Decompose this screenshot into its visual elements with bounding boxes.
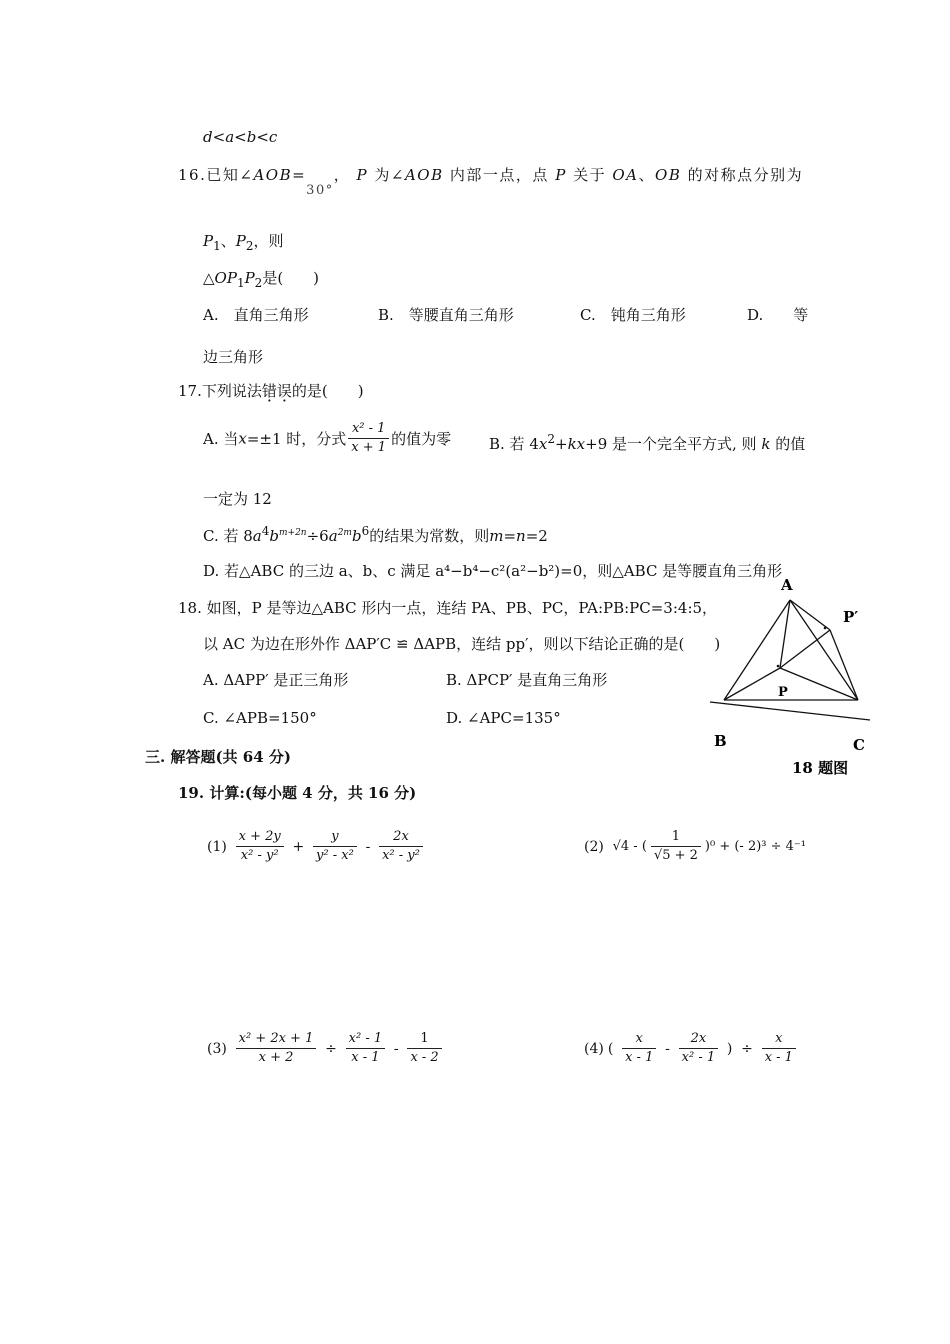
- text: 的结果为常数，则: [369, 527, 490, 545]
- q18-stem-line2: 以 AC 为边在形外作 ΔAP′C ≌ ΔAPB，连结 pp′，则以下结论正确的是( ): [203, 635, 721, 653]
- subscript: 1: [236, 276, 245, 290]
- denominator: x - 1: [764, 1050, 793, 1065]
- fraction: [348, 420, 389, 457]
- q17-option-b-cont: 一定为 12: [203, 490, 272, 508]
- text: OP: [214, 269, 237, 287]
- angle-name: AOB: [253, 166, 293, 184]
- paren: (: [607, 1040, 614, 1057]
- q19-problem-2: [582, 828, 808, 865]
- var-b: b: [351, 527, 362, 545]
- q19-problem-1: [205, 828, 425, 865]
- numerator: x + 2y: [236, 828, 284, 847]
- fraction: [762, 1030, 796, 1067]
- operator: ÷: [741, 1040, 753, 1057]
- subscript: 1: [213, 239, 221, 253]
- point-p: P: [555, 166, 567, 184]
- point-p1: P: [203, 232, 214, 250]
- operator: -: [393, 1040, 399, 1057]
- numerator: 2x: [679, 1030, 718, 1049]
- problem-label: (3): [207, 1040, 227, 1057]
- text: 的对称点分别为: [687, 166, 804, 184]
- numerator: y: [313, 828, 357, 847]
- var-k: k: [761, 435, 771, 453]
- text: ，则: [253, 232, 284, 250]
- operator: -: [365, 838, 371, 855]
- point-p-dot: [777, 665, 780, 668]
- text: +9 是一个完全平方式, 则: [585, 435, 757, 453]
- text: 、: [220, 232, 236, 250]
- denominator: x² - 1: [681, 1050, 716, 1065]
- q16-option-a: A. 直角三角形: [203, 306, 309, 324]
- text: 的值: [775, 435, 806, 453]
- triangle-symbol: △: [203, 269, 215, 287]
- text: P: [244, 269, 255, 287]
- denominator: √5 + 2: [653, 848, 698, 863]
- expression: )⁰ + (- 2)³ ÷ 4⁻¹: [704, 839, 806, 854]
- q16-option-d-tail: 边三角形: [203, 348, 264, 366]
- denominator: x + 1: [351, 440, 387, 455]
- q17-option-a: [203, 420, 451, 457]
- label-p-prime: P′: [843, 608, 859, 626]
- text: =±1 时，分式: [246, 430, 347, 448]
- expression: √4 - (: [612, 839, 647, 854]
- lt-sign: <: [256, 128, 269, 146]
- extension-line: [710, 702, 870, 720]
- var-k: k: [567, 435, 577, 453]
- label-a: A: [781, 576, 793, 594]
- problem-label: (2): [584, 838, 604, 855]
- text: ÷6: [306, 527, 329, 545]
- var-n: n: [516, 527, 526, 545]
- text: 的是( ): [291, 382, 364, 400]
- text: 是( ): [262, 269, 320, 287]
- fraction: [651, 828, 701, 865]
- fraction: [379, 828, 423, 865]
- numerator: 1: [407, 1030, 441, 1049]
- line-ob: OB: [655, 166, 682, 184]
- q16-line2: [203, 230, 284, 253]
- lt-sign: <: [234, 128, 247, 146]
- text: 下列说法: [201, 382, 262, 400]
- text: 内部一点，点: [449, 166, 549, 184]
- q17-stem: [178, 380, 364, 401]
- text: A. 当: [203, 430, 239, 448]
- segment-pb: [724, 668, 780, 700]
- line-oa: OA: [612, 166, 639, 184]
- q16-stem: [178, 164, 804, 198]
- point-p-prime-dot: [824, 627, 827, 630]
- exponent: 2: [547, 432, 555, 446]
- figure-caption: 18 题图: [792, 759, 849, 777]
- q16-option-b: B. 等腰直角三角形: [378, 306, 514, 324]
- var-a: a: [225, 128, 235, 146]
- q19-problem-3: [205, 1030, 444, 1067]
- var-a: a: [328, 527, 338, 545]
- angle-value: 30°: [306, 183, 334, 198]
- var-m: m: [489, 527, 504, 545]
- point-p2: P: [235, 232, 246, 250]
- q16-option-d: D. 等: [747, 306, 809, 324]
- q16-line3: [203, 267, 319, 290]
- exponent: m+2n: [279, 528, 307, 538]
- question-number: 17.: [178, 382, 202, 400]
- paren: ): [726, 1040, 733, 1057]
- q18-option-b: B. ΔPCP′ 是直角三角形: [446, 671, 608, 689]
- text: 的值为零: [391, 430, 452, 448]
- denominator: x + 2: [258, 1050, 294, 1065]
- var-x: x: [238, 429, 247, 448]
- problem-label: (4): [584, 1040, 604, 1057]
- fraction: [236, 828, 284, 865]
- numerator: 1: [651, 828, 701, 847]
- q19-problem-4: [582, 1030, 798, 1067]
- text: ，: [333, 166, 351, 184]
- text: C. 若 8: [203, 527, 253, 545]
- var-x: x: [576, 435, 586, 453]
- operator: ÷: [325, 1040, 337, 1057]
- fraction: [346, 1030, 385, 1067]
- label-p: P: [778, 685, 788, 700]
- denominator: y² - x²: [316, 848, 354, 863]
- var-d: d: [203, 128, 213, 146]
- denominator: x - 2: [410, 1050, 439, 1065]
- text: B. 若 4: [489, 435, 539, 453]
- fraction: [313, 828, 357, 865]
- emphasis-text: 误: [276, 382, 292, 400]
- var-a: a: [252, 527, 262, 545]
- point-p: P: [356, 166, 369, 184]
- q18-figure: [700, 570, 930, 790]
- problem-label: (1): [207, 838, 227, 855]
- operator: -: [665, 1040, 670, 1057]
- label-b: B: [714, 732, 727, 750]
- text: 、: [638, 166, 656, 184]
- q17-option-b: [489, 432, 805, 454]
- denominator: x² - y²: [240, 848, 279, 863]
- text: 为∠: [374, 166, 405, 184]
- label-c: C: [853, 736, 865, 754]
- numerator: x² - 1: [348, 420, 389, 439]
- exponent: 4: [261, 524, 270, 538]
- fraction: [236, 1030, 317, 1067]
- fraction: [407, 1030, 441, 1067]
- segment-pp-prime: [780, 630, 830, 668]
- fraction: [622, 1030, 656, 1067]
- q16-option-c: C. 钝角三角形: [580, 306, 686, 324]
- denominator: x - 1: [625, 1050, 654, 1065]
- subscript: 2: [245, 239, 254, 253]
- section-title: 三. 解答题(共 64 分): [145, 748, 291, 766]
- q15-tail: [203, 128, 277, 146]
- segment-pa: [780, 600, 790, 668]
- numerator: 2x: [379, 828, 423, 847]
- q18-option-c: C. ∠APB=150°: [203, 709, 317, 727]
- var-b: b: [246, 128, 257, 146]
- denominator: x² - y²: [382, 848, 420, 863]
- var-c: c: [268, 128, 278, 146]
- lt-sign: <: [212, 128, 226, 146]
- text: =2: [525, 527, 548, 545]
- segment-ap-prime: [790, 600, 830, 630]
- subscript: 2: [254, 276, 263, 290]
- numerator: x: [762, 1030, 796, 1049]
- var-b: b: [269, 527, 279, 545]
- denominator: x - 1: [351, 1050, 380, 1065]
- question-number: 16.: [178, 166, 207, 184]
- text: =: [292, 166, 307, 184]
- emphasis-text: 错: [261, 382, 277, 400]
- text: =: [503, 527, 517, 545]
- text: 已知∠: [206, 166, 254, 184]
- q18-option-d: D. ∠APC=135°: [446, 709, 561, 727]
- exponent: 6: [361, 524, 370, 538]
- fraction: [679, 1030, 718, 1067]
- var-x: x: [538, 435, 548, 453]
- numerator: x: [622, 1030, 656, 1049]
- segment-pc: [780, 668, 858, 700]
- angle-name: AOB: [404, 166, 444, 184]
- text: +: [554, 435, 568, 453]
- text: 关于: [573, 166, 607, 184]
- exponent: 2m: [337, 528, 352, 538]
- operator: +: [292, 838, 305, 855]
- q18-option-a: A. ΔAPP′ 是正三角形: [203, 671, 349, 689]
- q18-stem-line1: 18. 如图，P 是等边△ABC 形内一点，连结 PA、PB、PC，PA:PB:PC=3:4:5，: [178, 599, 718, 617]
- numerator: x² - 1: [346, 1030, 385, 1049]
- q19-title: 19. 计算:(每小题 4 分，共 16 分): [178, 784, 417, 802]
- q17-option-d: D. 若△ABC 的三边 a、b、c 满足 a⁴−b⁴−c²(a²−b²)=0，则△ABC 是等腰直角三角形: [203, 562, 783, 580]
- q17-option-c: [203, 524, 548, 546]
- numerator: x² + 2x + 1: [236, 1030, 317, 1049]
